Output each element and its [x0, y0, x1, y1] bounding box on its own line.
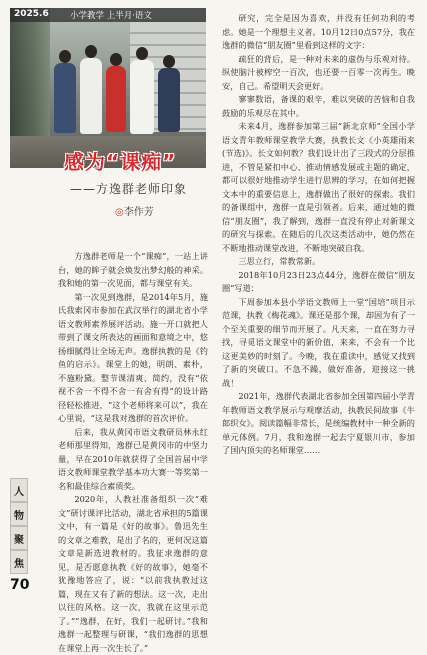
- photo-person-head: [163, 55, 175, 68]
- paragraph: 第一次见到逸群，是2014年5月，施氏我索冈市参加在武汉举行的湖北省小学语文教师素养展评活动。施一开口就把人带到了课文所表达的画面和意境之中，悠扬细腻得让全场无声。逸群执教的是《钓鱼的启示》。课堂上的她，明朗、素朴，不施粉黛。整节课清爽、简约，没有“依视不舍一不得不舍一有舍有得”的设计路径轻松推进，“这个老师将来可以”，我在心里说，“这是我对逸群的首次评价。: [58, 291, 208, 423]
- paragraph: 2021年，逸群代表湖北省参加全国第四届小学青年教师语文教学展示与观摩活动，执教民间故事《牛郎织女》。阅读篇幅非常长，是统编教材中一种全新的单元体例。7月，我和逸群一起去宁夏银川市，参加了国内顶尖的名师课堂……: [222, 391, 415, 455]
- photo-person-head: [136, 47, 148, 60]
- photo-person: [80, 58, 102, 134]
- left-column: [58, 250, 208, 655]
- section-tab: 焦: [10, 550, 28, 574]
- photo-person-head: [85, 45, 97, 58]
- quote-paragraph: 下周参加本县小学语文教师上一堂“国培”项目示范课，执教《梅花魂》。课还是那个课，却因为有了一个至关重要的细节而开展了。凡天来，一直在努力寻找，寻觅语文课堂中的新价值，来来，不会有一个比这更美妙的时刻了。今晚，我在重读中，感觉又找到了新的突破口。不急不躁，做好准备，迎接这一挑战！: [222, 296, 415, 388]
- section-tab: 聚: [10, 526, 28, 550]
- right-column: [222, 12, 415, 458]
- paragraph: 三思立行，常教常新。: [238, 256, 321, 266]
- article-subtitle: ——方逸群老师印象: [70, 182, 188, 196]
- photo-person: [54, 63, 76, 133]
- paragraph: 研究，完全是因为喜欢，并没有任何功利的考虑。她是一个理想主义者。10月12日0点57分，我在逸群的微信“朋友圈”里看到这样的文字：: [222, 13, 415, 50]
- issue-number: 2025.6: [14, 9, 49, 19]
- paragraph: 2020年，人教社准备组织一次“难文”研讨课评比活动，湖北省承担的5篇课文中，有一篇是《好的故事》。鲁迅先生的文章之难教，是出了名的，更何况这篇文章是新选进教材的。我征求逸群的意见，是否愿意执教《好的故事》，她毫不犹豫地答应了，说：“以前我执教过这篇，现在又有了新的想法。这一次，走出以往的风格。这一次，我就在这里示范了。”“逸群，在好，我们一起研讨。”我和逸群一起整理与研课，“我们逸群的思想在课堂上再一次生长了。”: [58, 494, 208, 653]
- paragraph: 方逸群老师是一个“课痴”，一站上讲台，她的眸子就会焕发出梦幻般的神采。我和她的第一次见面，都与课堂有关。: [58, 251, 208, 288]
- page-number: 70: [10, 577, 30, 593]
- section-tab: 人: [10, 478, 28, 502]
- photo-person: [130, 60, 154, 134]
- paragraph: 2018年10月23日23点44分，逸群在微信“朋友圈”写道：: [222, 269, 415, 293]
- quote-paragraph: 疏狂的背后，是一种对未来的虚伪与乐观对待。纵使脑汁被榨空一百次，也还要一百零一次再生。晚安，自己。希望明天会更好。: [222, 53, 415, 91]
- title-area: [10, 140, 206, 230]
- section-tab: 物: [10, 502, 28, 526]
- article-title: 感为“课痴”: [64, 150, 177, 174]
- paragraph: 寥寥数语，备课的艰辛，难以突破的苦恼和自我鼓励的乐观尽在其中。: [222, 94, 415, 118]
- author-mark: ◎: [115, 207, 124, 218]
- magazine-name: 小学教学 上半月·语文: [70, 11, 152, 21]
- paragraph: 后来，我从黄冈市语文教研员林永红老师那里得知，逸群已是黄冈市的中坚力量，早在2010年就获得了全国首届中学语文教师课堂教学基本功大赛一等奖第一名和最佳综合素质奖。: [58, 426, 208, 491]
- photo-person: [106, 66, 126, 132]
- header-band: [10, 8, 206, 22]
- photo-person-head: [59, 50, 71, 63]
- photo-person: [158, 68, 180, 132]
- article-author: [115, 203, 154, 218]
- author-name: 李作芳: [123, 207, 154, 218]
- paragraph: 未来4月，逸群参加第三届“新北京师”全国小学语文青年教师课堂教学大赛，执教长文《小英雄雨来(节选)》。长文如何教？我们设计出了三段式的分层推进，不管是紧扣中心、推动情感发展或主题的确定，都可以很好地推动学生进行思辨的学习，在如何把握文本中的重要信息上，逸群做出了很好的探索。我们的备课组中，逸群一直是引领者。后来，通过她的微信“朋友圈”，我了解到，逸群一直没有停止对新课文的研究与探索。在随后的几次这类活动中，她仍然在不断地推动课堂改进，不断地突破自我。: [222, 121, 415, 253]
- photo-person-head: [110, 53, 122, 66]
